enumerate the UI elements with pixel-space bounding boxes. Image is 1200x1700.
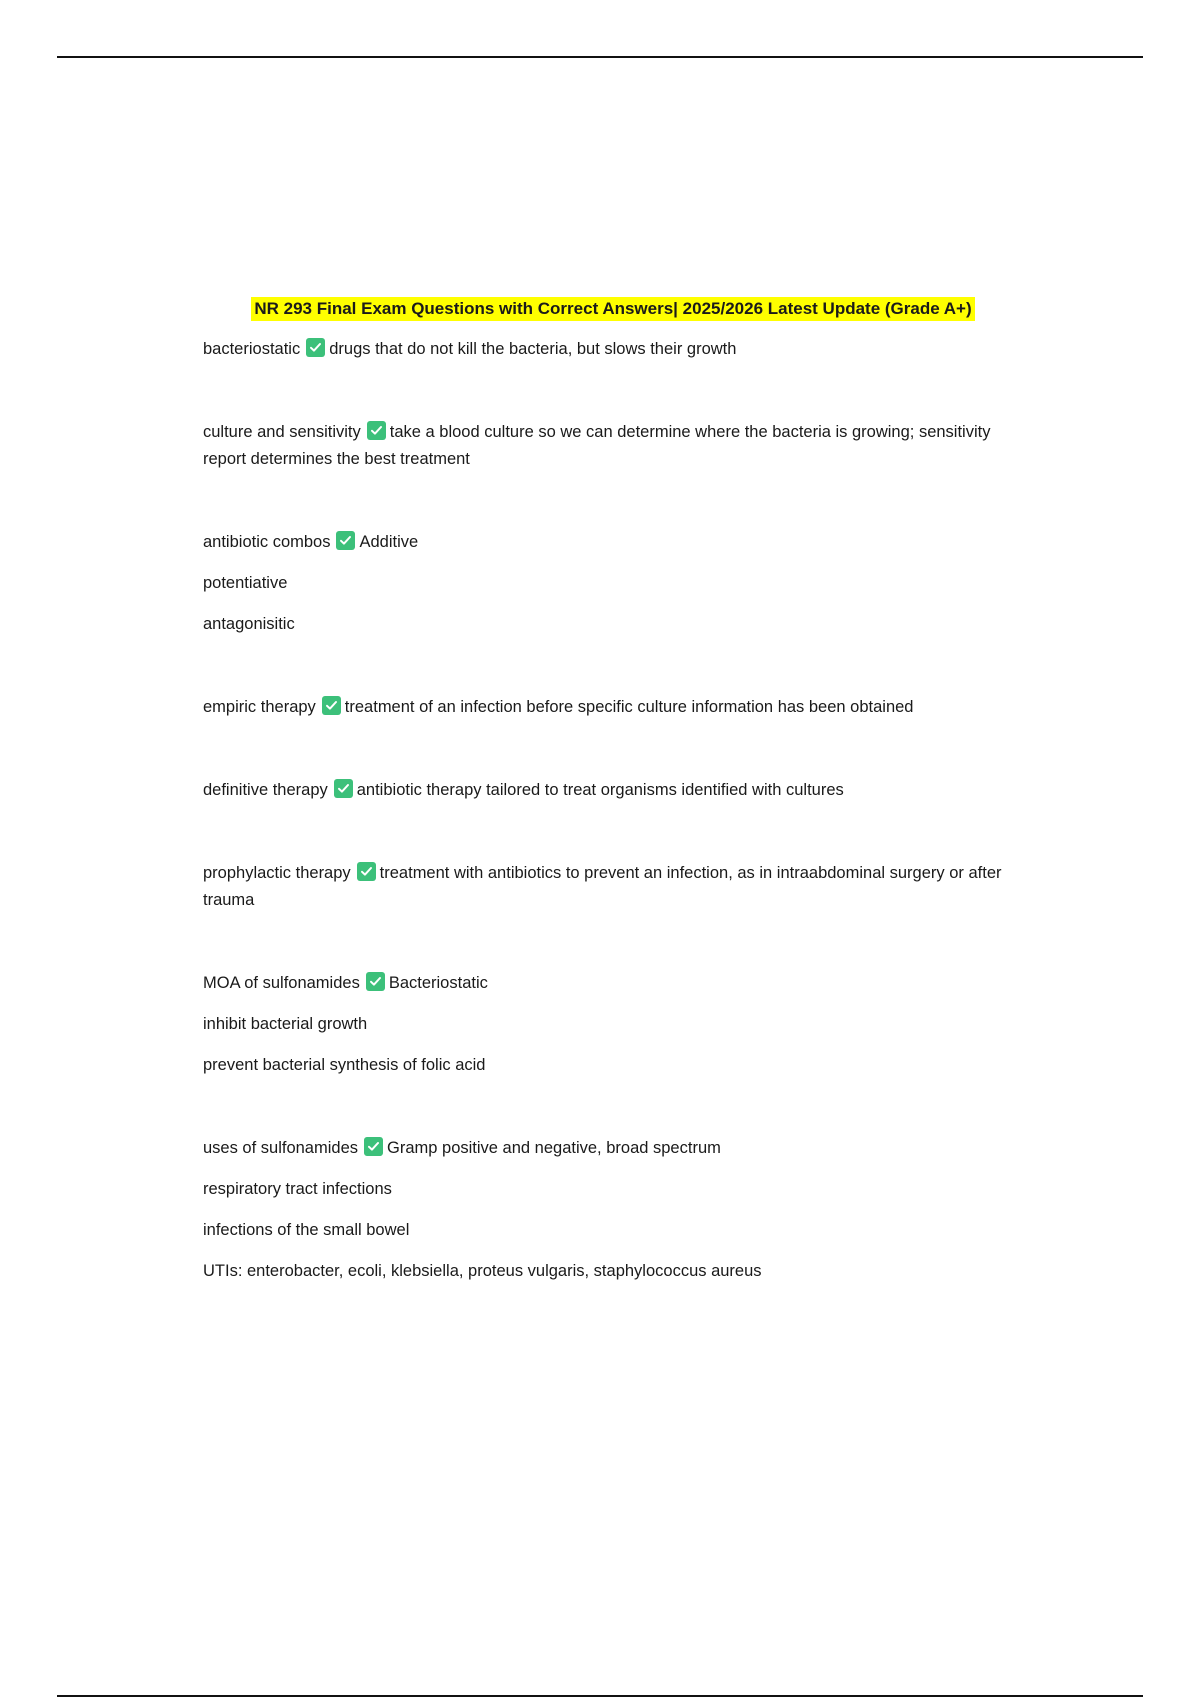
qa-line (203, 419, 1023, 473)
answer: Additive (359, 533, 419, 551)
entry-spacer (203, 1093, 1023, 1135)
entry-spacer (203, 377, 1023, 419)
answer-continuation: UTIs: enterobacter, ecoli, klebsiella, proteus vulgaris, staphylococcus aureus (203, 1262, 762, 1280)
qa-entry (203, 529, 1023, 638)
entry-spacer (203, 928, 1023, 970)
qa-line (203, 970, 1023, 997)
check-mark-icon (334, 779, 353, 798)
answer-continuation: respiratory tract infections (203, 1180, 392, 1198)
qa-entry (203, 970, 1023, 1079)
term: definitive therapy (203, 781, 328, 799)
qa-entry (203, 336, 1023, 363)
title-wrap (183, 296, 1043, 323)
term: antibiotic combos (203, 533, 331, 551)
answer-continuation: prevent bacterial synthesis of folic acid (203, 1056, 486, 1074)
check-mark-icon (367, 421, 386, 440)
top-rule (57, 56, 1143, 58)
bottom-rule (57, 1695, 1143, 1697)
check-mark-icon (357, 862, 376, 881)
entries-list (203, 336, 1023, 1285)
document-title: NR 293 Final Exam Questions with Correct Answers| 2025/2026 Latest Update (Grade A+) (251, 297, 974, 321)
qa-entry (203, 777, 1023, 804)
answer: treatment of an infection before specific culture information has been obtained (344, 698, 914, 716)
answer: antibiotic therapy tailored to treat organisms identified with cultures (356, 781, 844, 799)
entry-spacer (203, 735, 1023, 777)
qa-entry (203, 1135, 1023, 1285)
qa-line (203, 529, 1023, 556)
qa-entry (203, 694, 1023, 721)
answer: drugs that do not kill the bacteria, but slows their growth (329, 340, 737, 358)
answer: Gramp positive and negative, broad spectrum (387, 1139, 721, 1157)
answer-continuation: inhibit bacterial growth (203, 1015, 368, 1033)
qa-entry (203, 419, 1023, 473)
qa-line (203, 860, 1023, 914)
qa-entry (203, 860, 1023, 914)
check-mark-icon (322, 696, 341, 715)
entry-spacer (203, 487, 1023, 529)
answer-continuation: potentiative (203, 574, 288, 592)
check-mark-icon (366, 972, 385, 991)
entry-spacer (203, 652, 1023, 694)
qa-line (203, 777, 1023, 804)
term: empiric therapy (203, 698, 316, 716)
check-mark-icon (336, 531, 355, 550)
entry-spacer (203, 818, 1023, 860)
answer: take a blood culture so we can determine where the bacteria is growing; sensitivity report determines the best treatment (203, 423, 991, 468)
term: MOA of sulfonamides (203, 974, 360, 992)
qa-line (203, 1135, 1023, 1162)
term: uses of sulfonamides (203, 1139, 359, 1157)
term: prophylactic therapy (203, 864, 351, 882)
qa-line (203, 694, 1023, 721)
document-body (203, 296, 1023, 1299)
qa-line (203, 336, 1023, 363)
term: culture and sensitivity (203, 423, 361, 441)
check-mark-icon (364, 1137, 383, 1156)
answer: treatment with antibiotics to prevent an infection, as in intraabdominal surgery or after trauma (203, 864, 1002, 909)
check-mark-icon (306, 338, 325, 357)
answer-continuation: antagonisitic (203, 615, 295, 633)
term: bacteriostatic (203, 340, 301, 358)
answer-continuation: infections of the small bowel (203, 1221, 410, 1239)
answer: Bacteriostatic (388, 974, 488, 992)
